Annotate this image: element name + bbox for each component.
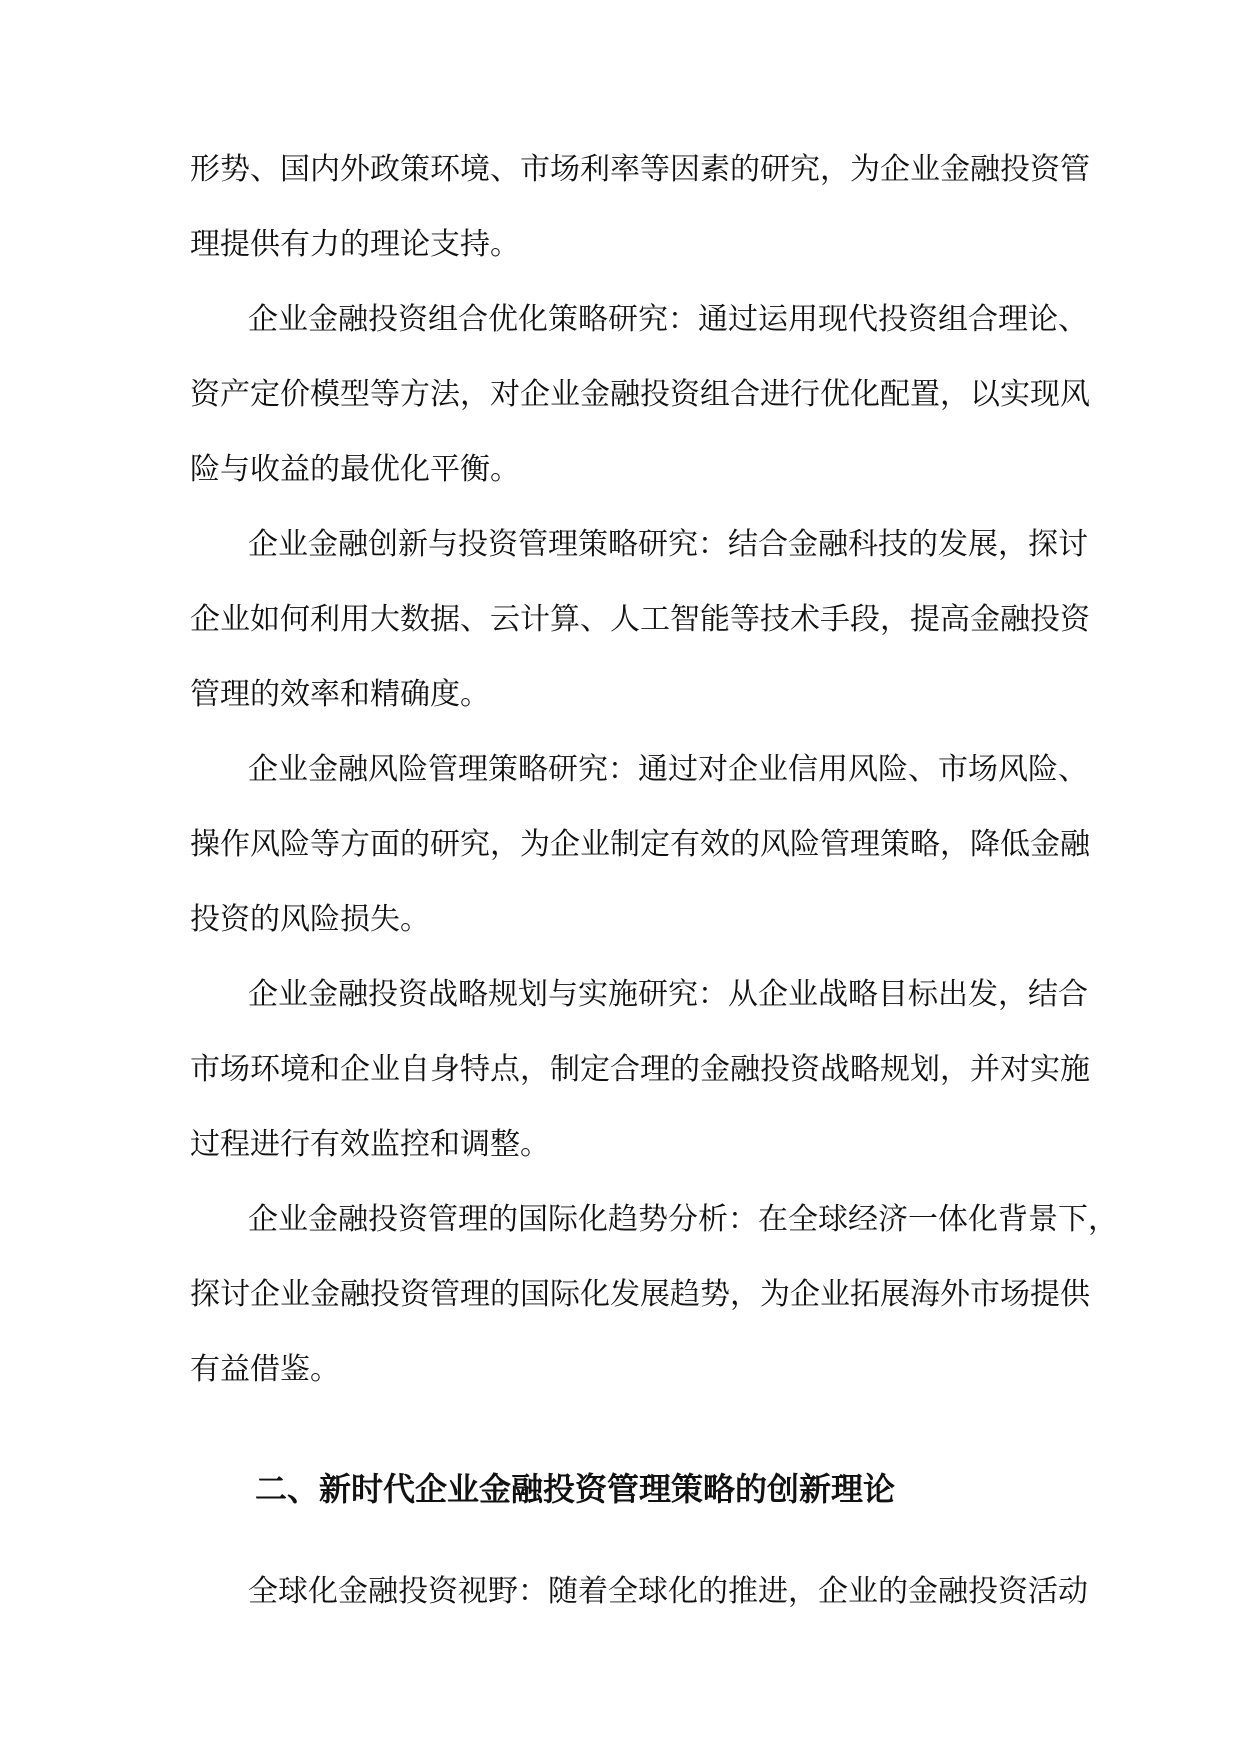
paragraph-6-line-2: 探讨企业金融投资管理的国际化发展趋势，为企业拓展海外市场提供 [190,1277,1090,1312]
paragraph-4-line-3: 投资的风险损失。 [190,902,430,937]
paragraph-5-line-3: 过程进行有效监控和调整。 [190,1127,550,1162]
paragraph-3-line-3: 管理的效率和精确度。 [190,677,490,712]
paragraph-2-line-2: 资产定价模型等方法，对企业金融投资组合进行优化配置，以实现风 [190,377,1090,412]
paragraph-2-line-1: 企业金融投资组合优化策略研究：通过运用现代投资组合理论、 [248,302,1088,337]
paragraph-1-line-2: 理提供有力的理论支持。 [190,227,520,262]
paragraph-3-line-2: 企业如何利用大数据、云计算、人工智能等技术手段，提高金融投资 [190,602,1090,637]
paragraph-5-line-1: 企业金融投资战略规划与实施研究：从企业战略目标出发，结合 [248,977,1088,1012]
paragraph-1-line-1: 形势、国内外政策环境、市场利率等因素的研究，为企业金融投资管 [190,152,1090,187]
paragraph-3-line-1: 企业金融创新与投资管理策略研究：结合金融科技的发展，探讨 [248,527,1088,562]
paragraph-6-line-1: 企业金融投资管理的国际化趋势分析：在全球经济一体化背景下， [248,1202,1118,1237]
section-heading: 二、新时代企业金融投资管理策略的创新理论 [255,1470,896,1508]
paragraph-4-line-1: 企业金融风险管理策略研究：通过对企业信用风险、市场风险、 [248,752,1088,787]
final-paragraph-line-1: 全球化金融投资视野：随着全球化的推进，企业的金融投资活动 [248,1574,1088,1609]
paragraph-4-line-2: 操作风险等方面的研究，为企业制定有效的风险管理策略，降低金融 [190,827,1090,862]
paragraph-5-line-2: 市场环境和企业自身特点，制定合理的金融投资战略规划，并对实施 [190,1052,1090,1087]
paragraph-2-line-3: 险与收益的最优化平衡。 [190,452,520,487]
paragraph-6-line-3: 有益借鉴。 [190,1352,340,1387]
